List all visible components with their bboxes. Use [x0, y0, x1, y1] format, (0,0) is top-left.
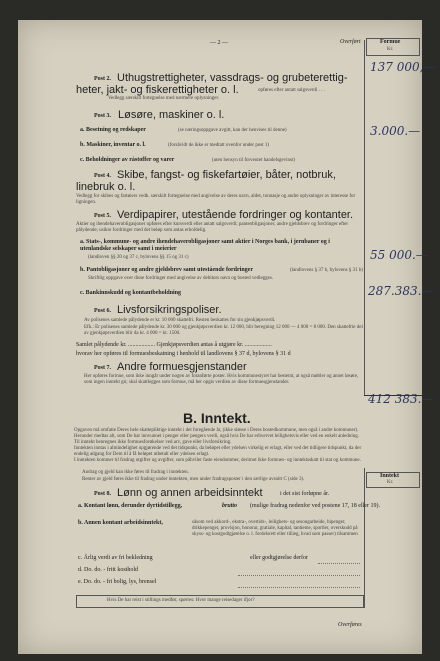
post7-label: Post 7.: [94, 365, 111, 371]
item-8e: e. Do. do. - fri bolig, lys, brensel: [78, 579, 157, 585]
post2-title: Uthugstrettigheter, vassdrags- og grubeterettig-: [117, 72, 348, 84]
item-5c: c. Bankinnskudd og kontantbeholdning: [80, 290, 182, 296]
carry-over-label: Overført: [340, 39, 361, 45]
post6-sub: Av polisenes samlede pålydende er kr. 10 000 skattefri. Resten beskattes for sin gjenkjøpsverdi.: [84, 318, 276, 323]
inntekt-column: [364, 468, 365, 608]
item-b: b. Maskiner, inventar o. l.: [80, 142, 146, 148]
item-8a-brutto: brutto: [222, 503, 238, 509]
page-number: — 2 —: [210, 40, 228, 46]
post6-sub-2: Efk.: Er polisenes samlede pålydende kr. 30 000 og gjenkjøpsverdien kr. 12 000, blir beregning 12 000 — 4 000 = 8 000. Den skattefrie del av gjenkjøpsverdien blir da kr. 4 000 = kr. 1500.: [84, 325, 363, 336]
total-amount: 412 383.—: [368, 392, 434, 406]
item-8a: a. Kontant lønn, derunder dyrtidstillegg,: [78, 503, 183, 509]
travel-question: Hvis De har reist i stillings medfør, spørres: Hvor mange reisedager ifjor?: [107, 598, 255, 603]
item-a: a. Besetning og redskaper: [80, 127, 146, 133]
footer-carry-label: Overføres: [338, 622, 362, 628]
item-8d: d. Do. do. - fritt kosthold: [78, 567, 138, 573]
inntekt-column-unit: Kr.: [387, 480, 394, 485]
item-5c-amount: 287.383.—: [368, 284, 434, 298]
post5-sub: Aktier og ihendehaverobligasjoner opføres efter kursverdi eller antatt salgsverdi; panteobligasjoner, andre gjeldsbrev og fordringer efter pålydende; usikre fordringer med det beløp som antas erholdelig.: [76, 222, 349, 233]
post5-title: Verdipapirer, utestående fordringer og kontanter.: [117, 209, 354, 221]
item-8a-rest: (mulige fradrag nedenfor ved postene 17, 18 eller 19).: [250, 503, 380, 509]
travel-question-box: [76, 595, 364, 608]
item-b-note: (forsåvidt de ikke er medtatt ovenfor under post 1): [168, 143, 270, 148]
post2-label: Post 2.: [94, 76, 111, 82]
inntekt-intro-2: Inntekten inntas i almindelighet opgjørende ved det tidspunkt, da beløpet eller ydelsen virkelig er erlagt, eller ved det tidligere tidspunkt, da der endelig adgang for Dem til å få beløpet utbetalt eller ydelsen erlagt.: [74, 446, 362, 457]
post8-title: Lønn og annen arbeidsinntekt: [117, 487, 263, 499]
item-8b: b. Annen kontant arbeidsinntekt,: [78, 520, 163, 526]
post6-label: Post 6.: [94, 308, 111, 314]
hvorav-line: hvorav her opføres til formuesbeskatning i henhold til landlovens § 37 d, bylovens § 31 d: [76, 351, 291, 357]
item-a-amount: 3.000.—: [370, 124, 421, 138]
item-8d-dots: [238, 575, 360, 576]
post4-title-2: linebruk o. l.: [76, 181, 136, 193]
item-c: c. Beholdninger av råstoffer og varer: [80, 157, 175, 163]
post8-note: i det sist forløpne år.: [280, 491, 330, 497]
post2-sub: Vedlegg særskilt fortegnelse med nærmere oplysninger.: [108, 96, 220, 101]
item-5b-note: (landlovens § 37 b, bylovens § 31 b): [290, 268, 364, 273]
post4-sub: Vedlegg for skibes og fartøiers vedk. særskilt fortegnelse med angivelse av deres navn, aldet, tonnasje og andre oplysninger av interesse for ligningen.: [76, 194, 356, 205]
item-8e-dots: [238, 587, 360, 588]
post5-label: Post 5.: [94, 213, 111, 219]
post2-note: opføres efter antatt salgsverdi . . .: [258, 88, 325, 93]
formue-header-box: [366, 38, 420, 56]
post6-title: Livsforsikringspoliser.: [117, 304, 222, 316]
formue-column-unit: Kr.: [387, 47, 394, 52]
item-8c: c. Årlig verdi av fri bekledning: [78, 555, 153, 561]
post7-sub: Her opføres formue, som ikke inngår under nogen av foranførte poster. Hvis kommunestyret har bestemt, at også møbler og annet løsøre, som ingen inntekt gir, skal skattlegges som formue, må her opgis verdien av disse formuesgjenstander.: [84, 374, 359, 385]
inntekt-column-title: Inntekt: [380, 473, 400, 479]
formue-column: [364, 40, 365, 395]
item-5a: a. Stats-, kommune- og andre ihendehaverobligasjoner samt aktier i Norges bank, i jernbaner og i utenlandske selskaper samt i meierier: [80, 239, 330, 252]
formue-column-title: Formue: [380, 39, 401, 45]
post3-title: Løsøre, maskiner o. l.: [118, 109, 225, 121]
post4-title: Skibe, fangst- og fiskefartøier, båter, notbruk,: [117, 169, 336, 181]
item-8b-rest: såsom ved akkord-, ekstra-, overtids-, leilighets- og sesongarbeide, bipenger, drikkepenger, provisjon, honorar, gratiale, kapital, tantieme, sportler, overskudd på skyss- og kostgodtgjørelse o. l. fordelsrett eller tillæg, hvad som passer) tilsammen: [192, 520, 358, 537]
inntekt-title: B. Inntekt.: [183, 410, 251, 426]
inntekt-header-box: [366, 472, 420, 488]
post8-label: Post 8.: [94, 491, 111, 497]
item-8c-rest: eller godtgjørelse derfor: [250, 555, 308, 561]
carry-amount: 137 000,—: [370, 60, 436, 74]
form-page: [18, 20, 436, 654]
item-8c-dots: [318, 563, 360, 564]
item-5b-sub: Skriftlig oppgave over disse fordringer med angivelse av debitors navn og bosted vedlegges.: [88, 276, 274, 281]
item-5a-amount: 55 000.—: [370, 248, 428, 262]
inntekt-intro-4: Andrag og gjeld kan ikke føres til fradrag i inntekten.: [82, 470, 189, 475]
inntekt-intro-3: I inntekten kommer til fradrag utgifter og avgifter, som påhviler faste eiendommer, derimot ikke formues- og inntektsskatt til stat og kommune.: [74, 458, 361, 463]
item-5b: b. Pantobligasjoner og andre gjeldsbrev samt utestående fordringer: [80, 267, 253, 273]
item-a-note: (se næringsoppgave avgitt, kan der henvises til denne): [178, 128, 287, 133]
post2-title-2: heter, jakt- og fiskerettigheter o. l.: [76, 84, 239, 96]
post4-label: Post 4.: [94, 173, 111, 179]
item-5a-note: (landloven §§ 20 og 37 c, bylovens §§ 15 og 31 c): [88, 255, 189, 260]
item-c-note: (uten hensyn til forventet handelsgevinst): [212, 158, 296, 163]
post3-label: Post 3.: [94, 113, 111, 119]
inntekt-intro-5: Renter av gjeld føres ikke til fradrag under inntekten, men under fradragsposter i den særlige avsnitt C (side 3).: [82, 477, 305, 482]
inntekt-intro-1: Opgaven må omfatte Deres hele skattepliktige inntekt i det foregående år, (ikke sløsse i Deres bostedkommune, men også i andre kommuner). Herunder medtas alt, som De har innvunnet i penger eller pengers verdi, også hvis De har erhvervet leilighetsvis eller ved en enkelt anledning. Til inntekt henregnes ikke formuesforøkelser ved arv, gave eller livsforsikring.: [74, 428, 360, 445]
samlet-line: Samlet pålydende kr. .................. Gjenkjøpsverdien antas å utgjøre kr. ..................: [76, 342, 272, 348]
post7-title: Andre formuesgjenstander: [117, 361, 247, 373]
